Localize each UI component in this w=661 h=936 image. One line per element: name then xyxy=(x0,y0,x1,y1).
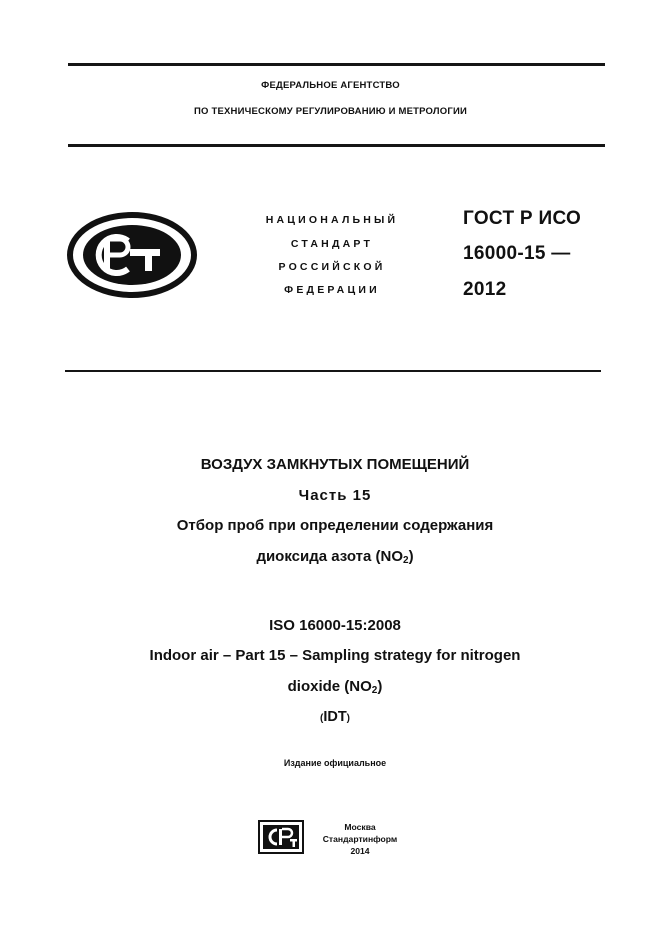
designation-line-2: 16000-15 — xyxy=(463,243,571,264)
imprint-publisher: Стандартинформ xyxy=(322,834,398,844)
agency-line-2: ПО ТЕХНИЧЕСКОМУ РЕГУЛИРОВАНИЮ И МЕТРОЛОГИИ xyxy=(194,106,467,117)
idt-label: IDT xyxy=(323,709,347,725)
designation-bottom-rule xyxy=(65,370,601,372)
gost-r-emblem-icon xyxy=(66,211,198,299)
edition-label: Издание официальное xyxy=(283,758,387,768)
title-ru-part: Часть 15 xyxy=(298,487,372,504)
idt-close-paren: ) xyxy=(346,713,351,724)
designation-line-3: 2012 xyxy=(463,279,507,300)
title-ru-subscript: 2 xyxy=(403,555,409,566)
title-ru-line-4 xyxy=(0,548,661,566)
title-en-line-1: Indoor air – Part 15 – Sampling strategy for nitrogen xyxy=(149,647,521,664)
header-bottom-rule xyxy=(68,144,605,147)
national-standard-line-1: НАЦИОНАЛЬНЫЙ xyxy=(265,214,399,226)
title-en-line-2-close: ) xyxy=(377,678,383,695)
title-ru-line-1: ВОЗДУХ ЗАМКНУТЫХ ПОМЕЩЕНИЙ xyxy=(200,456,470,473)
national-standard-line-3: РОССИЙСКОЙ xyxy=(278,261,386,273)
agency-line-1: ФЕДЕРАЛЬНОЕ АГЕНТСТВО xyxy=(261,80,400,91)
top-rule xyxy=(68,63,605,66)
idt-open-paren: ( xyxy=(319,713,324,724)
designation-line-1: ГОСТ Р ИСО xyxy=(463,208,582,229)
idt-mark xyxy=(0,709,661,725)
imprint-city: Москва xyxy=(344,822,376,832)
iso-reference: ISO 16000-15:2008 xyxy=(269,617,401,634)
title-ru-line-3: Отбор проб при определении содержания xyxy=(176,517,494,534)
title-ru-line-4-close: ) xyxy=(408,548,414,565)
imprint-year: 2014 xyxy=(350,846,370,856)
title-ru-line-4-text: диоксида азота (NO xyxy=(256,548,403,565)
title-en-line-2 xyxy=(0,678,661,696)
national-standard-line-4: ФЕДЕРАЦИИ xyxy=(284,284,380,296)
national-standard-line-2: СТАНДАРТ xyxy=(290,238,374,250)
title-en-subscript: 2 xyxy=(371,685,378,696)
standartinform-logo-icon xyxy=(258,820,304,854)
title-en-line-2-text: dioxide (NO xyxy=(287,678,372,695)
